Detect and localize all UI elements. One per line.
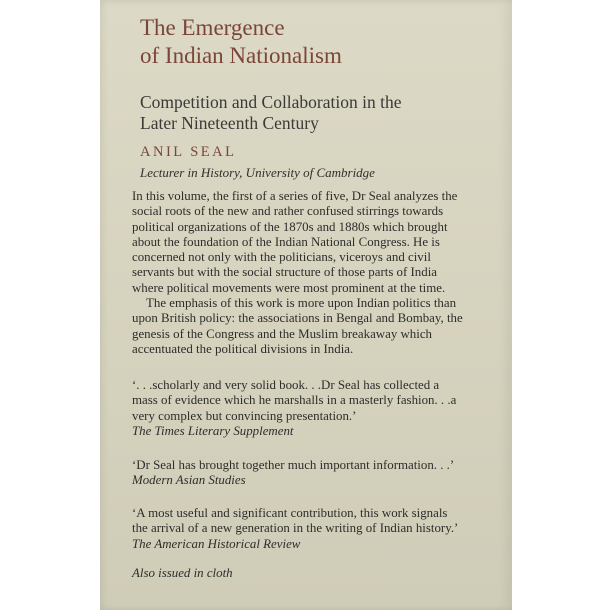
review-quote-2: [132, 458, 502, 489]
description-line: about the foundation of the Indian National Congress. He is: [132, 234, 440, 249]
author-affiliation: Lecturer in History, University of Cambridge: [140, 165, 375, 180]
quote-line: ‘Dr Seal has brought together much important information. . .’: [132, 458, 455, 472]
quote-line: the arrival of a new generation in the writing of Indian history.’: [132, 521, 459, 536]
author-name: ANIL SEAL: [140, 144, 237, 160]
description-line: political organizations of the 1870s and 1880s which brought: [132, 219, 448, 234]
book-subtitle-line: Competition and Collaboration in the: [140, 92, 402, 112]
description-line: upon British policy: the associations in Bengal and Bombay, the: [132, 311, 463, 326]
description-line: servants but with the social structure of those parts of India: [132, 265, 438, 280]
description-line: social roots of the new and rather confused stirrings towards: [132, 204, 444, 219]
quote-line: ‘A most useful and significant contribution, this work signals: [132, 506, 448, 520]
review-quote-1: [132, 378, 502, 439]
book-title-line: The Emergence: [140, 15, 285, 40]
quote-line: mass of evidence which he marshalls in a masterly fashion. . .a: [132, 393, 457, 408]
description-line: where political movements were most prominent at the time.: [132, 280, 446, 295]
book-subtitle: [140, 92, 500, 134]
description-line: concerned not only with the politicians, viceroys and civil: [132, 250, 431, 265]
description: [132, 189, 502, 357]
review-quote-3: [132, 506, 502, 552]
quote-source: Modern Asian Studies: [132, 473, 246, 488]
description-paragraph-2: [132, 296, 502, 357]
quote-line: very complex but convincing presentation.’: [132, 408, 357, 423]
quote-source: The Times Literary Supplement: [132, 423, 294, 438]
description-line: In this volume, the first of a series of five, Dr Seal analyzes the: [132, 189, 458, 203]
description-line: genesis of the Congress and the Muslim breakaway which: [132, 326, 432, 341]
description-paragraph-1: [132, 189, 502, 296]
edition-note: Also issued in cloth: [132, 566, 233, 580]
book-title-line: of Indian Nationalism: [140, 43, 342, 68]
book-subtitle-line: Later Nineteenth Century: [140, 113, 319, 133]
book-back-cover: [100, 0, 512, 610]
description-line: accentuated the political divisions in India.: [132, 341, 354, 356]
description-line: The emphasis of this work is more upon Indian politics than: [146, 296, 457, 311]
quote-line: ‘. . .scholarly and very solid book. . .Dr Seal has collected a: [132, 378, 440, 392]
book-title: [140, 14, 500, 70]
quote-source: The American Historical Review: [132, 536, 301, 551]
